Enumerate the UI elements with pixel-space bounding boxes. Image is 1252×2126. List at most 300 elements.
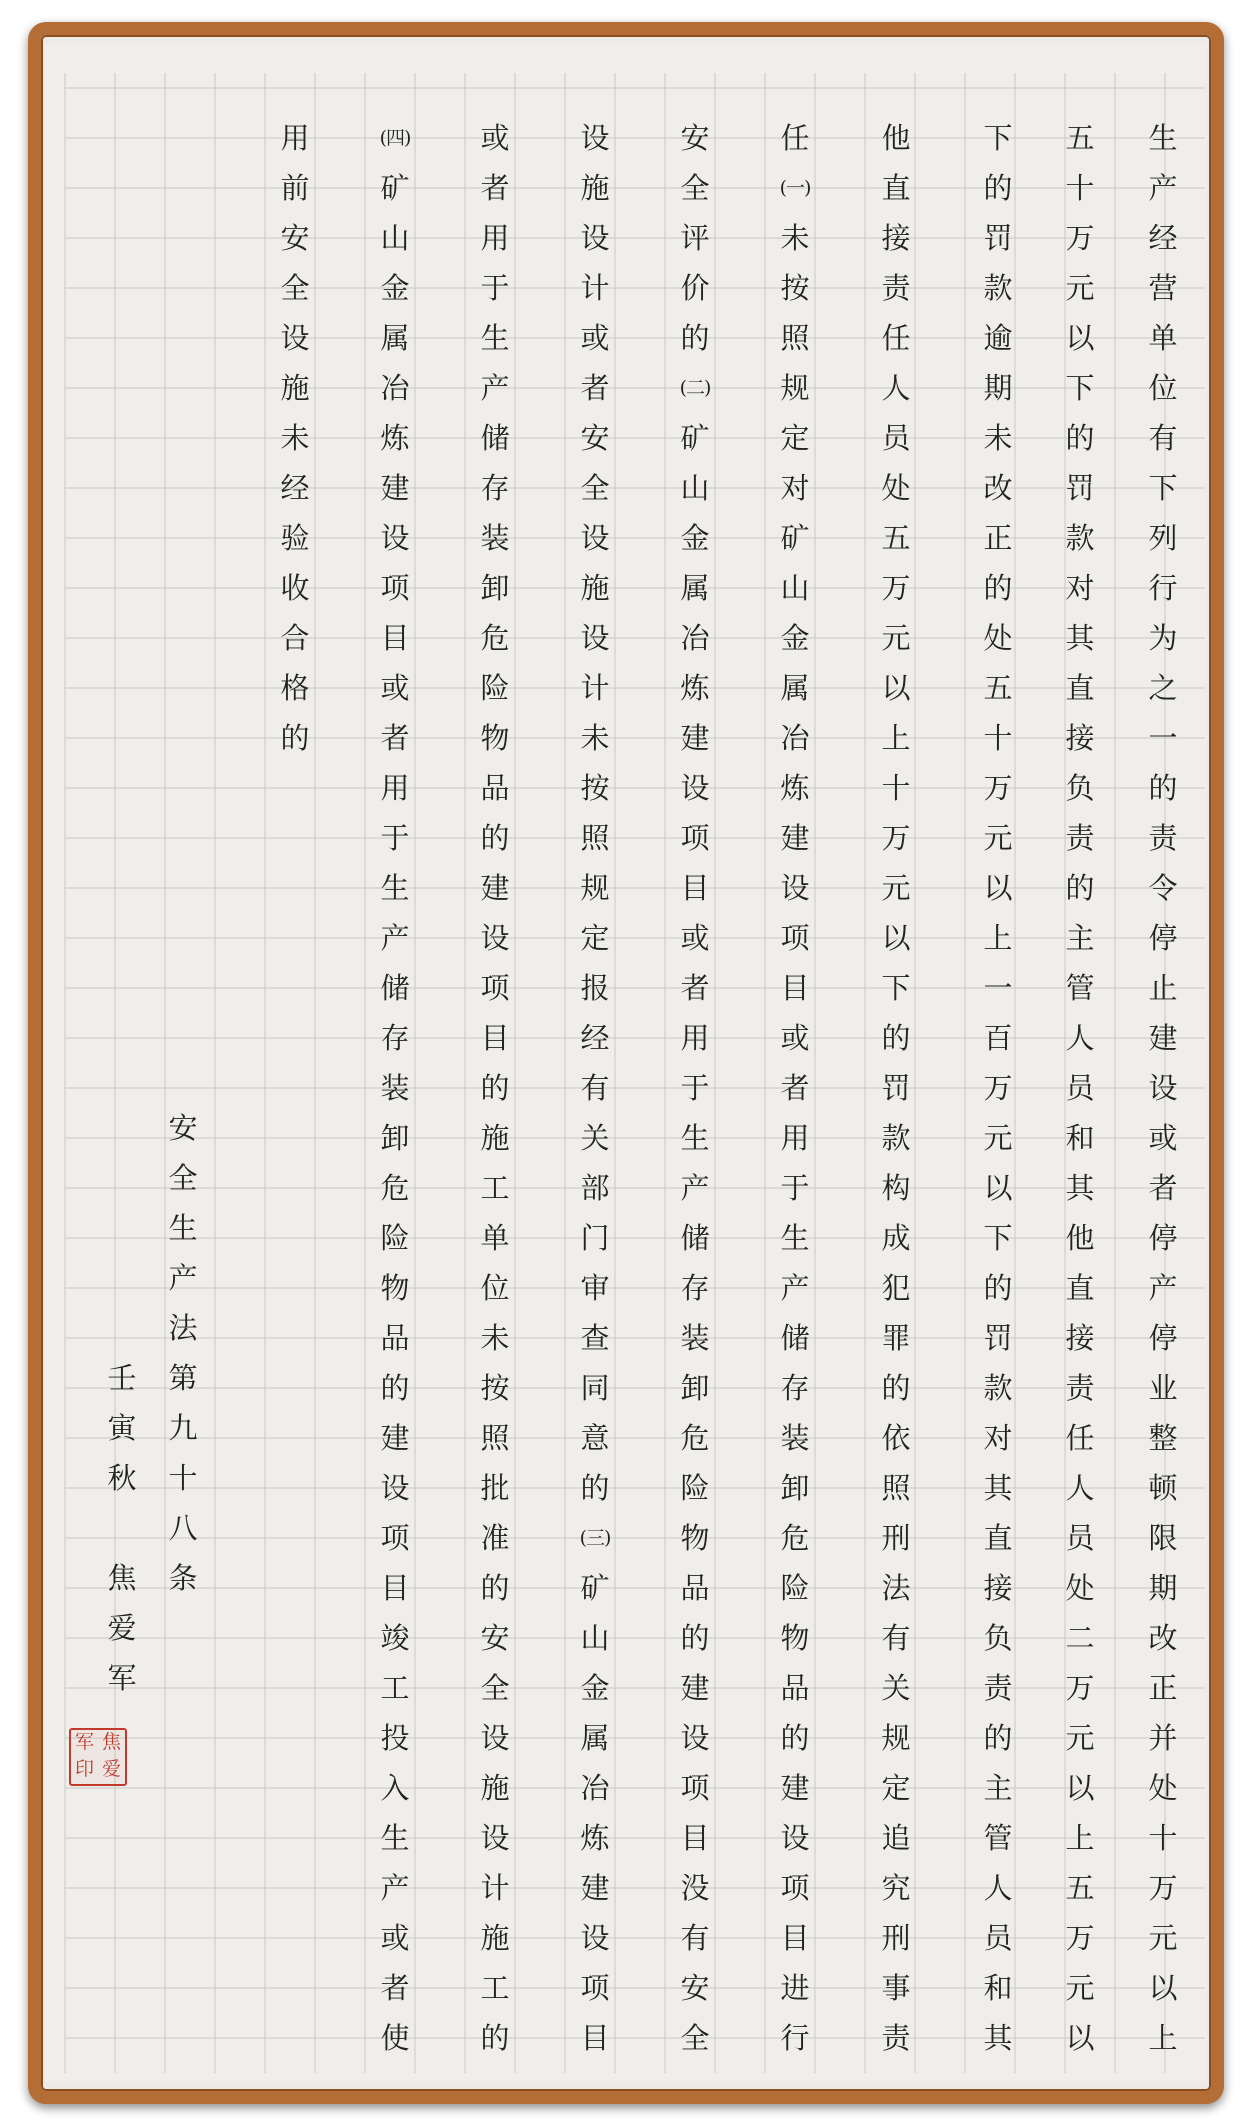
- character: 于: [480, 271, 510, 305]
- character: 照: [780, 321, 810, 355]
- character: 矿: [580, 1571, 610, 1605]
- character: 工: [380, 1671, 410, 1705]
- character: 投: [380, 1721, 410, 1755]
- character: 建: [680, 721, 710, 755]
- character: 目: [380, 1571, 410, 1605]
- character: 项: [480, 971, 510, 1005]
- character: 安: [680, 1971, 710, 2005]
- text-column: [370, 113, 420, 2063]
- character: 建: [1148, 1021, 1178, 1055]
- character: 二: [1065, 1621, 1095, 1655]
- character: 或: [680, 921, 710, 955]
- character: 目: [780, 1921, 810, 1955]
- character: (二): [679, 377, 711, 399]
- character: 者: [380, 1971, 410, 2005]
- character: 按: [580, 771, 610, 805]
- seal-char: 爱: [101, 1758, 121, 1780]
- character: 物: [680, 1521, 710, 1555]
- character: 罚: [1065, 471, 1095, 505]
- character: 金: [780, 621, 810, 655]
- text-column: [670, 113, 720, 2063]
- character: 照: [881, 1471, 911, 1505]
- character: 下: [1065, 371, 1095, 405]
- character: 收: [280, 571, 310, 605]
- character: 照: [480, 1421, 510, 1455]
- character: 规: [881, 1721, 911, 1755]
- character: 卸: [380, 1121, 410, 1155]
- character: 元: [1148, 1921, 1178, 1955]
- character: 金: [680, 521, 710, 555]
- text-column: [570, 113, 620, 2063]
- character: 入: [380, 1771, 410, 1805]
- character: 卸: [780, 1471, 810, 1505]
- character: 没: [680, 1871, 710, 1905]
- character: 设: [380, 1471, 410, 1505]
- character: 五: [983, 671, 1013, 705]
- character: 危: [380, 1171, 410, 1205]
- character: 管: [983, 1821, 1013, 1855]
- character: 万: [1065, 221, 1095, 255]
- character: 下: [983, 121, 1013, 155]
- character: 金: [580, 1671, 610, 1705]
- character: 的: [881, 1371, 911, 1405]
- character: 者: [1148, 1171, 1178, 1205]
- seal-char: 军: [74, 1731, 94, 1753]
- character: 建: [780, 1771, 810, 1805]
- character: 以: [983, 871, 1013, 905]
- date-column: [97, 1353, 147, 1503]
- character: 直: [983, 1521, 1013, 1555]
- character: 的: [1148, 771, 1178, 805]
- character: 全: [280, 271, 310, 305]
- character: 属: [780, 671, 810, 705]
- character: 依: [881, 1421, 911, 1455]
- character: 者: [480, 171, 510, 205]
- character: 验: [280, 521, 310, 555]
- character: 爱: [107, 1611, 137, 1645]
- character: 直: [1065, 1271, 1095, 1305]
- character: 追: [881, 1821, 911, 1855]
- character: 计: [580, 671, 610, 705]
- character: 未: [480, 1321, 510, 1355]
- character: 项: [580, 1971, 610, 2005]
- character: 正: [1148, 1671, 1178, 1705]
- character: 的: [983, 571, 1013, 605]
- text-column: [270, 113, 320, 763]
- character: 一: [1148, 721, 1178, 755]
- character: 价: [680, 271, 710, 305]
- character: 照: [580, 821, 610, 855]
- character: 款: [881, 1121, 911, 1155]
- character: 十: [168, 1461, 198, 1495]
- character: 冶: [680, 621, 710, 655]
- character: 设: [680, 1721, 710, 1755]
- character: 寅: [107, 1411, 137, 1445]
- character: 任: [881, 321, 911, 355]
- character: 壬: [107, 1361, 137, 1395]
- character: 上: [1065, 1821, 1095, 1855]
- character: 一: [983, 971, 1013, 1005]
- character: 罚: [983, 1321, 1013, 1355]
- character: 的: [480, 821, 510, 855]
- character: 下: [881, 971, 911, 1005]
- character: 炼: [380, 421, 410, 455]
- character: 员: [881, 421, 911, 455]
- character: 十: [1148, 1821, 1178, 1855]
- character: 的: [1065, 421, 1095, 455]
- character: 犯: [881, 1271, 911, 1305]
- character: 施: [480, 1121, 510, 1155]
- character: 全: [580, 471, 610, 505]
- character: 目: [480, 1021, 510, 1055]
- character: 主: [983, 1771, 1013, 1805]
- character: 设: [480, 921, 510, 955]
- character: 项: [380, 571, 410, 605]
- character: 者: [380, 721, 410, 755]
- character: 和: [983, 1971, 1013, 2005]
- character: 设: [680, 771, 710, 805]
- text-column: [1055, 113, 1105, 2063]
- character: 责: [983, 1671, 1013, 1705]
- character: 万: [1065, 1921, 1095, 1955]
- character: 经: [1148, 221, 1178, 255]
- character: 上: [881, 721, 911, 755]
- character: 他: [881, 121, 911, 155]
- character: 全: [168, 1161, 198, 1195]
- character: 为: [1148, 621, 1178, 655]
- character: 合: [280, 621, 310, 655]
- character: 任: [780, 121, 810, 155]
- character: 十: [983, 721, 1013, 755]
- character: 设: [780, 1821, 810, 1855]
- character: 设: [580, 521, 610, 555]
- character: 五: [1065, 121, 1095, 155]
- character: 用: [480, 221, 510, 255]
- character: 成: [881, 1221, 911, 1255]
- character: 存: [380, 1021, 410, 1055]
- character: 刑: [881, 1921, 911, 1955]
- character: 属: [380, 321, 410, 355]
- character: 目: [580, 2021, 610, 2055]
- character: 项: [680, 821, 710, 855]
- character: 品: [480, 771, 510, 805]
- character: 建: [380, 471, 410, 505]
- character: 以: [881, 671, 911, 705]
- character: 批: [480, 1471, 510, 1505]
- character: 按: [780, 271, 810, 305]
- text-column: [973, 113, 1023, 2063]
- character: 存: [680, 1271, 710, 1305]
- character: 负: [1065, 771, 1095, 805]
- character: 炼: [780, 771, 810, 805]
- character: 行: [1148, 571, 1178, 605]
- character: 险: [780, 1571, 810, 1605]
- character: 军: [107, 1661, 137, 1695]
- character: 罚: [983, 221, 1013, 255]
- character: 的: [480, 1571, 510, 1605]
- grid-lines: [45, 43, 1207, 2083]
- character: 项: [780, 1871, 810, 1905]
- character: 审: [580, 1271, 610, 1305]
- character: 项: [680, 1771, 710, 1805]
- character: 上: [1148, 2021, 1178, 2055]
- character: 定: [881, 1771, 911, 1805]
- character: 停: [1148, 921, 1178, 955]
- character: 产: [680, 1171, 710, 1205]
- character: 下: [1148, 471, 1178, 505]
- character: 的: [983, 1271, 1013, 1305]
- character: 生: [1148, 121, 1178, 155]
- character: 者: [580, 371, 610, 405]
- character: 建: [380, 1421, 410, 1455]
- character: (一): [779, 177, 811, 199]
- character: 前: [280, 171, 310, 205]
- character: 期: [983, 371, 1013, 405]
- character: 单: [480, 1221, 510, 1255]
- character: 接: [1065, 1321, 1095, 1355]
- character: 并: [1148, 1721, 1178, 1755]
- character: 责: [881, 2021, 911, 2055]
- character: 员: [1065, 1071, 1095, 1105]
- character: 正: [983, 521, 1013, 555]
- character: 构: [881, 1171, 911, 1205]
- character: 的: [780, 1721, 810, 1755]
- character: 或: [780, 1021, 810, 1055]
- character: 停: [1148, 1321, 1178, 1355]
- character: 冶: [780, 721, 810, 755]
- character: 责: [1065, 821, 1095, 855]
- character: 的: [983, 171, 1013, 205]
- character: 其: [983, 1471, 1013, 1505]
- character: 生: [480, 321, 510, 355]
- character: 于: [780, 1171, 810, 1205]
- character: 人: [983, 1871, 1013, 1905]
- character: 全: [680, 2021, 710, 2055]
- character: 产: [380, 921, 410, 955]
- character: 之: [1148, 671, 1178, 705]
- character: 金: [380, 271, 410, 305]
- character: 未: [580, 721, 610, 755]
- seal-char: 印: [74, 1758, 94, 1780]
- character: 危: [680, 1421, 710, 1455]
- character: 经: [280, 471, 310, 505]
- character: 施: [280, 371, 310, 405]
- character: 位: [480, 1271, 510, 1305]
- character: 设: [480, 1821, 510, 1855]
- character: 危: [480, 621, 510, 655]
- character: 上: [983, 921, 1013, 955]
- character: 位: [1148, 371, 1178, 405]
- character: 使: [380, 2021, 410, 2055]
- character: 全: [480, 1671, 510, 1705]
- character: 以: [1065, 2021, 1095, 2055]
- character: 查: [580, 1321, 610, 1355]
- character: 的: [1065, 871, 1095, 905]
- character: 用: [380, 771, 410, 805]
- character: 矿: [380, 171, 410, 205]
- character: 条: [168, 1561, 198, 1595]
- character: 生: [380, 1821, 410, 1855]
- character: 装: [780, 1421, 810, 1455]
- character: 对: [780, 471, 810, 505]
- character: 目: [780, 971, 810, 1005]
- character: 者: [780, 1071, 810, 1105]
- character: 物: [480, 721, 510, 755]
- character: 的: [280, 721, 310, 755]
- character: 施: [480, 1771, 510, 1805]
- character: 格: [280, 671, 310, 705]
- character: 令: [1148, 871, 1178, 905]
- character: 其: [983, 2021, 1013, 2055]
- character: 冶: [380, 371, 410, 405]
- character: 列: [1148, 521, 1178, 555]
- character: 的: [580, 1471, 610, 1505]
- character: 的: [881, 1021, 911, 1055]
- character: 接: [983, 1571, 1013, 1605]
- character: 山: [580, 1621, 610, 1655]
- character: 万: [1148, 1871, 1178, 1905]
- character: 第: [168, 1361, 198, 1395]
- character: 直: [881, 171, 911, 205]
- character: 单: [1148, 321, 1178, 355]
- character: 责: [1148, 821, 1178, 855]
- character: 物: [380, 1271, 410, 1305]
- character: 产: [168, 1261, 198, 1295]
- character: 的: [480, 2021, 510, 2055]
- calligraphy-paper: [45, 43, 1207, 2083]
- text-column: [470, 113, 520, 2063]
- character: 未: [983, 421, 1013, 455]
- character: 全: [680, 171, 710, 205]
- text-column: [1138, 113, 1188, 2063]
- character: 以: [1065, 1771, 1095, 1805]
- character: 设: [580, 1921, 610, 1955]
- red-seal: [69, 1728, 127, 1786]
- character: 存: [780, 1371, 810, 1405]
- character: 百: [983, 1021, 1013, 1055]
- character: 人: [1065, 1471, 1095, 1505]
- character: 的: [680, 1621, 710, 1655]
- character: 设: [480, 1721, 510, 1755]
- character: 目: [380, 621, 410, 655]
- character: 万: [1065, 1671, 1095, 1705]
- character: 建: [580, 1871, 610, 1905]
- character: 未: [780, 221, 810, 255]
- character: 施: [580, 171, 610, 205]
- character: 负: [983, 1621, 1013, 1655]
- character: 主: [1065, 921, 1095, 955]
- character: 有: [1148, 421, 1178, 455]
- character: 定: [780, 421, 810, 455]
- character: 安: [280, 221, 310, 255]
- character: 罚: [881, 1071, 911, 1105]
- character: 经: [580, 1021, 610, 1055]
- character: 安: [480, 1621, 510, 1655]
- character: 或: [380, 671, 410, 705]
- character: 部: [580, 1171, 610, 1205]
- character: 评: [680, 221, 710, 255]
- character: 人: [881, 371, 911, 405]
- character: 或: [480, 121, 510, 155]
- character: 或: [380, 1921, 410, 1955]
- character: 规: [580, 871, 610, 905]
- character: 属: [680, 571, 710, 605]
- character: 对: [1065, 571, 1095, 605]
- character: 业: [1148, 1371, 1178, 1405]
- character: 直: [1065, 671, 1095, 705]
- character: 的: [680, 321, 710, 355]
- character: 建: [680, 1671, 710, 1705]
- character: 或: [580, 321, 610, 355]
- character: 施: [480, 1921, 510, 1955]
- character: 和: [1065, 1121, 1095, 1155]
- character: 停: [1148, 1221, 1178, 1255]
- character: 设: [1148, 1071, 1178, 1105]
- character: 建: [480, 871, 510, 905]
- character: 款: [983, 1371, 1013, 1405]
- character: 责: [1065, 1371, 1095, 1405]
- character: 下: [983, 1221, 1013, 1255]
- character: 顿: [1148, 1471, 1178, 1505]
- character: 产: [380, 1871, 410, 1905]
- character: 的: [380, 1371, 410, 1405]
- character: 炼: [680, 671, 710, 705]
- character: 或: [1148, 1121, 1178, 1155]
- character: 五: [1065, 1871, 1095, 1905]
- character: 报: [580, 971, 610, 1005]
- character: 险: [680, 1471, 710, 1505]
- character: 于: [680, 1071, 710, 1105]
- character: 处: [1148, 1771, 1178, 1805]
- character: 关: [881, 1671, 911, 1705]
- character: 罪: [881, 1321, 911, 1355]
- character: 任: [1065, 1421, 1095, 1455]
- character: (三): [579, 1527, 611, 1549]
- character: 万: [881, 821, 911, 855]
- character: 款: [983, 271, 1013, 305]
- character: 准: [480, 1521, 510, 1555]
- character: 属: [580, 1721, 610, 1755]
- character: 生: [780, 1221, 810, 1255]
- character: 有: [881, 1621, 911, 1655]
- character: 冶: [580, 1771, 610, 1805]
- character: 工: [480, 1171, 510, 1205]
- character: 以: [983, 1171, 1013, 1205]
- character: 产: [480, 371, 510, 405]
- character: 建: [780, 821, 810, 855]
- character: 定: [580, 921, 610, 955]
- text-column: [871, 113, 921, 2063]
- character: 设: [580, 121, 610, 155]
- character: 止: [1148, 971, 1178, 1005]
- character: 未: [280, 421, 310, 455]
- character: 意: [580, 1421, 610, 1455]
- character: 设: [580, 221, 610, 255]
- text-column: [770, 113, 820, 2063]
- character: 计: [480, 1871, 510, 1905]
- character: 生: [680, 1121, 710, 1155]
- character: 其: [1065, 621, 1095, 655]
- character: 责: [881, 271, 911, 305]
- character: 对: [983, 1421, 1013, 1455]
- character: 安: [168, 1111, 198, 1145]
- character: 储: [480, 421, 510, 455]
- character: 万: [881, 571, 911, 605]
- character: 卸: [480, 571, 510, 605]
- character: 生: [168, 1211, 198, 1245]
- character: 用: [280, 121, 310, 155]
- character: 元: [881, 621, 911, 655]
